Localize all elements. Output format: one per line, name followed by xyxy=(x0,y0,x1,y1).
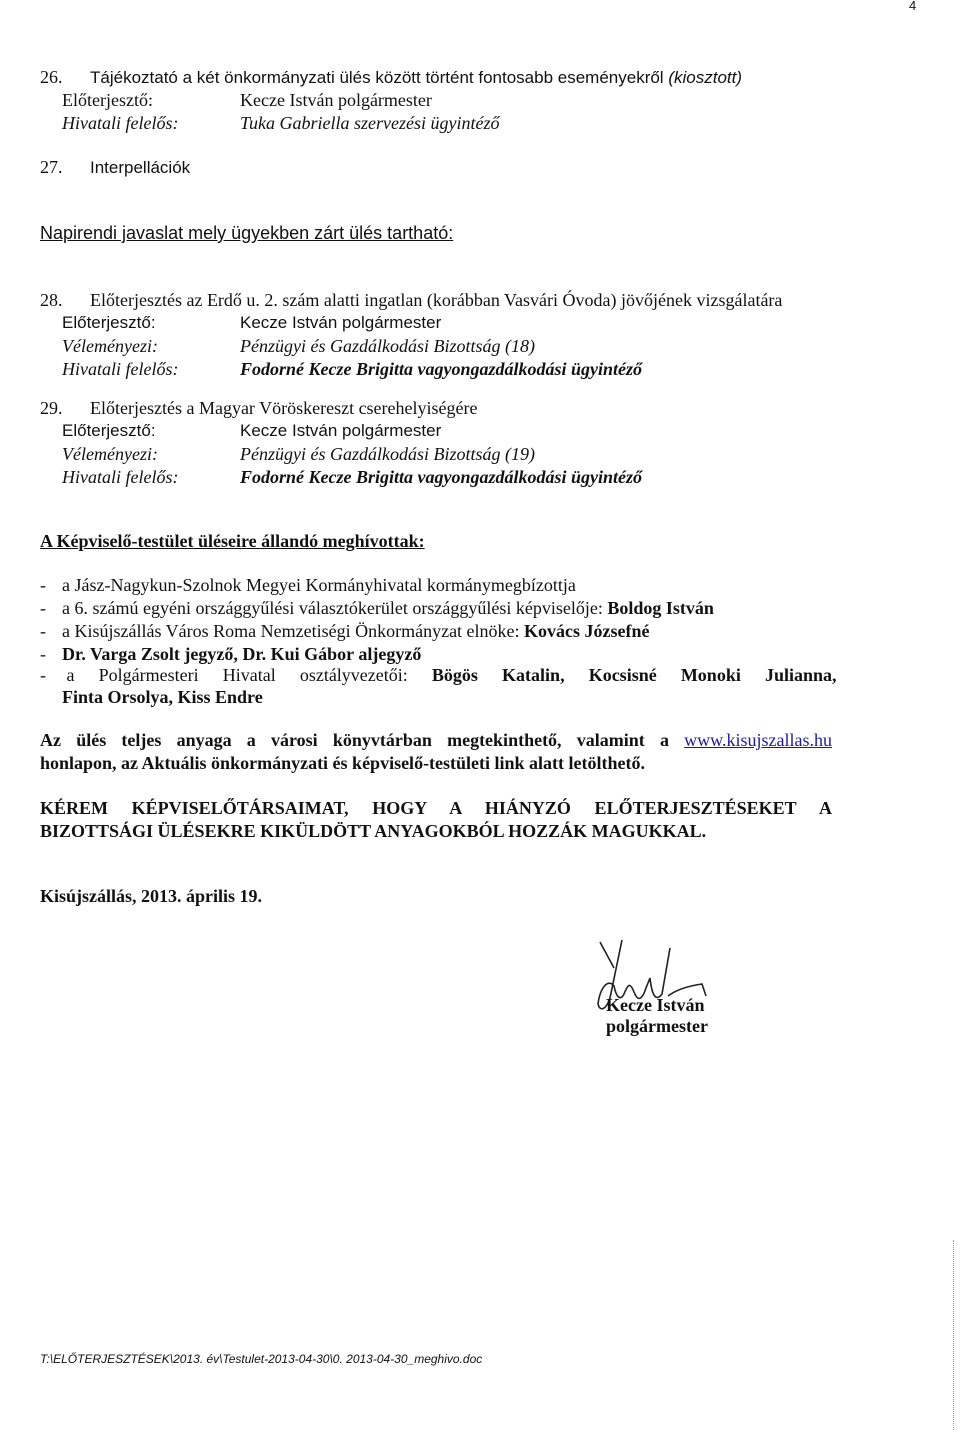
presenter-value: Kecze István polgármester xyxy=(240,313,442,332)
website-link[interactable]: www.kisujszallas.hu xyxy=(684,730,832,750)
page-number: 4 xyxy=(909,0,917,13)
scan-edge-marks xyxy=(951,1240,954,1430)
notice-line-1: Az ülés teljes anyaga a városi könyvtárban megtekinthető, valamint a www.kisujszallas.hu xyxy=(40,730,832,750)
presenter-value: Kecze István polgármester xyxy=(240,90,432,110)
agenda-item-note: (kiosztott) xyxy=(668,68,743,87)
presenter-label: Előterjesztő: xyxy=(62,421,156,440)
list-item-continuation: Finta Orsolya, Kiss Endre xyxy=(62,687,263,707)
responsible-label: Hivatali felelős: xyxy=(62,359,179,379)
agenda-item-27 xyxy=(0,157,960,179)
agenda-item-number: 28. xyxy=(40,290,63,310)
reviewer-label: Véleményezi: xyxy=(62,336,158,356)
responsible-value: Fodorné Kecze Brigitta vagyongazdálkodási ügyintéző xyxy=(240,359,643,379)
presenter-value: Kecze István polgármester xyxy=(240,421,442,440)
agenda-item-28 xyxy=(0,290,960,312)
request-line-2: BIZOTTSÁGI ÜLÉSEKRE KIKÜLDÖTT ANYAGOKBÓL HOZZÁK MAGUKKAL. xyxy=(40,821,707,841)
place-date: Kisújszállás, 2013. április 19. xyxy=(40,886,263,906)
agenda-item-number: 29. xyxy=(40,398,63,418)
list-item: - a Kisújszállás Város Roma Nemzetiségi Önkormányzat elnöke: Kovács Józsefné xyxy=(40,621,650,641)
agenda-item-title: Előterjesztés a Magyar Vöröskereszt cserehelyiségére xyxy=(90,398,478,418)
footer-file-path: T:\ELŐTERJESZTÉSEK\2013. év\Testulet-2013-04-30\0. 2013-04-30_meghivo.doc xyxy=(40,1352,483,1366)
agenda-item-number: 26. xyxy=(40,67,63,87)
closed-session-heading: Napirendi javaslat mely ügyekben zárt ülés tartható: xyxy=(40,223,454,243)
list-item: - Dr. Varga Zsolt jegyző, Dr. Kui Gábor aljegyző xyxy=(40,644,422,664)
reviewer-value: Pénzügyi és Gazdálkodási Bizottság (19) xyxy=(240,444,535,464)
reviewer-value: Pénzügyi és Gazdálkodási Bizottság (18) xyxy=(240,336,535,356)
request-line-1: KÉREM KÉPVISELŐTÁRSAIMAT, HOGY A HIÁNYZÓ ELŐTERJESZTÉSEKET A xyxy=(40,798,832,818)
list-item: - a Jász-Nagykun-Szolnok Megyei Kormányhivatal kormánymegbízottja xyxy=(40,575,576,595)
presenter-label: Előterjesztő: xyxy=(62,90,153,110)
responsible-value: Tuka Gabriella szervezési ügyintéző xyxy=(240,113,500,133)
signatory-title: polgármester xyxy=(606,1016,708,1036)
signatory-name: Kecze István xyxy=(606,995,705,1015)
agenda-item-26 xyxy=(0,67,960,89)
agenda-item-number: 27. xyxy=(40,157,63,177)
invitees-heading: A Képviselő-testület üléseire állandó meghívottak: xyxy=(40,531,425,551)
responsible-value: Fodorné Kecze Brigitta vagyongazdálkodási ügyintéző xyxy=(240,467,643,487)
agenda-item-title: Előterjesztés az Erdő u. 2. szám alatti ingatlan (korábban Vasvári Óvoda) jövőjének vizsgálatára xyxy=(90,290,783,310)
presenter-label: Előterjesztő: xyxy=(62,313,156,332)
agenda-item-29 xyxy=(0,398,960,420)
agenda-item-title: Interpellációk xyxy=(90,158,191,177)
notice-line-2: honlapon, az Aktuális önkormányzati és képviselő-testületi link alatt letölthető. xyxy=(40,753,646,773)
responsible-label: Hivatali felelős: xyxy=(62,467,179,487)
agenda-item-title: Tájékoztató a két önkormányzati ülés között történt fontosabb eseményekről xyxy=(90,68,664,87)
list-item: - a 6. számú egyéni országgyűlési választókerület országgyűlési képviselője: Boldog István xyxy=(40,598,714,618)
reviewer-label: Véleményezi: xyxy=(62,444,158,464)
list-item: - a Polgármesteri Hivatal osztályvezetői: Bögös Katalin, Kocsisné Monoki Julianna, xyxy=(40,665,837,685)
responsible-label: Hivatali felelős: xyxy=(62,113,179,133)
